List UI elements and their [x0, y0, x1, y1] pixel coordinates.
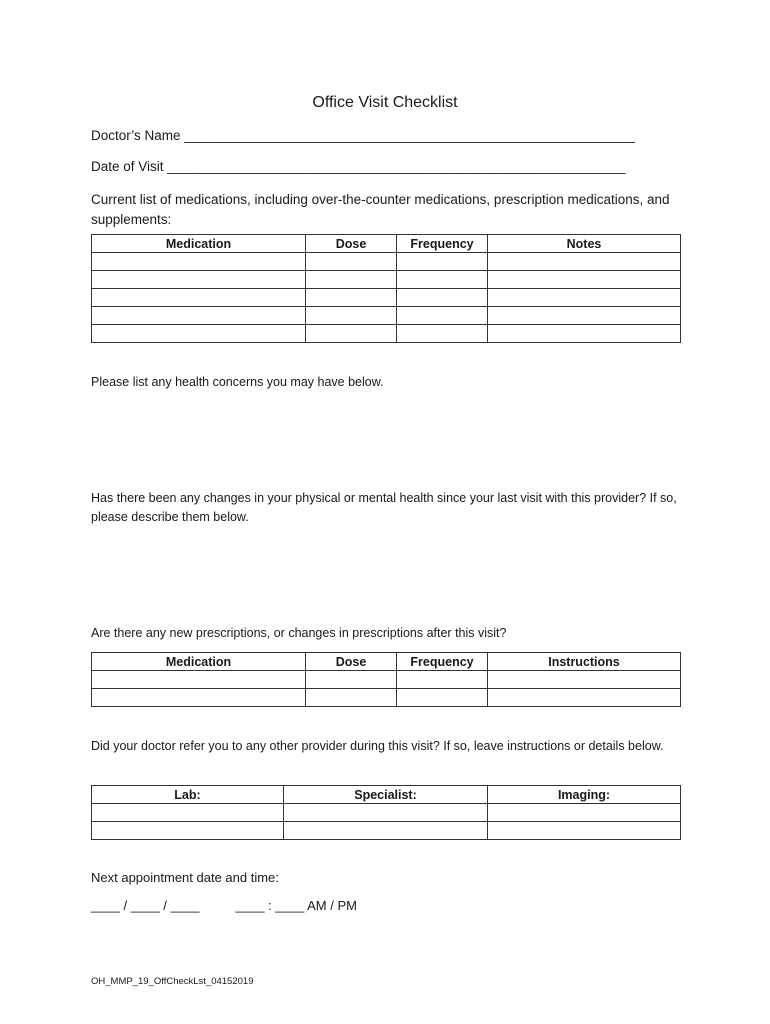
table-row — [92, 689, 681, 707]
next-appointment-prompt: Next appointment date and time: — [91, 870, 279, 885]
table-header-row — [92, 653, 681, 671]
table-cell[interactable] — [306, 253, 397, 271]
table-cell[interactable] — [488, 822, 681, 840]
table-row — [92, 804, 681, 822]
table-cell[interactable] — [92, 804, 284, 822]
table-cell[interactable] — [397, 689, 488, 707]
health-concerns-prompt: Please list any health concerns you may have below. — [91, 375, 384, 389]
table-cell[interactable] — [397, 325, 488, 343]
col-header-notes: Notes — [488, 235, 681, 253]
table-row — [92, 671, 681, 689]
table-cell[interactable] — [92, 271, 306, 289]
table-cell[interactable] — [397, 271, 488, 289]
table-header-row — [92, 786, 681, 804]
table-cell[interactable] — [488, 307, 681, 325]
col-header-dose: Dose — [306, 653, 397, 671]
health-changes-prompt: Has there been any changes in your physical or mental health since your last visit with this provider? If so, please describe them below. — [91, 491, 677, 524]
page-title: Office Visit Checklist — [312, 94, 458, 111]
new-prescriptions-prompt: Are there any new prescriptions, or changes in prescriptions after this visit? — [91, 626, 507, 640]
table-row — [92, 253, 681, 271]
table-cell[interactable] — [92, 289, 306, 307]
medications-prompt: Current list of medications, including over-the-counter medications, prescription medications, and supplements: — [91, 192, 670, 227]
table-cell[interactable] — [397, 289, 488, 307]
table-row — [92, 325, 681, 343]
table-cell[interactable] — [306, 289, 397, 307]
referral-prompt: Did your doctor refer you to any other provider during this visit? If so, leave instructions or details below. — [91, 739, 664, 753]
col-header-frequency: Frequency — [397, 235, 488, 253]
table-cell[interactable] — [397, 253, 488, 271]
doctors-name-field[interactable]: Doctor’s Name ____________________________________________________________ — [91, 128, 635, 143]
col-header-medication: Medication — [92, 653, 306, 671]
table-cell[interactable] — [306, 671, 397, 689]
table-cell[interactable] — [92, 822, 284, 840]
table-cell[interactable] — [306, 307, 397, 325]
date-of-visit-field[interactable]: Date of Visit _____________________________________________________________ — [91, 159, 626, 174]
table-cell[interactable] — [488, 804, 681, 822]
col-header-imaging: Imaging: — [488, 786, 681, 804]
col-header-specialist: Specialist: — [284, 786, 488, 804]
table-row — [92, 822, 681, 840]
table-cell[interactable] — [488, 671, 681, 689]
next-appointment-field[interactable]: ____ / ____ / ____ ____ : ____ AM / PM — [91, 898, 357, 913]
table-cell[interactable] — [284, 822, 488, 840]
table-cell[interactable] — [92, 325, 306, 343]
prescriptions-table — [91, 652, 681, 707]
col-header-lab: Lab: — [92, 786, 284, 804]
table-cell[interactable] — [92, 671, 306, 689]
table-cell[interactable] — [488, 689, 681, 707]
col-header-medication: Medication — [92, 235, 306, 253]
table-cell[interactable] — [397, 671, 488, 689]
referral-table — [91, 785, 681, 840]
table-row — [92, 307, 681, 325]
table-cell[interactable] — [488, 289, 681, 307]
table-row — [92, 271, 681, 289]
footer-form-code: OH_MMP_19_OffCheckLst_04152019 — [91, 976, 254, 987]
table-cell[interactable] — [488, 325, 681, 343]
table-cell[interactable] — [306, 689, 397, 707]
table-cell[interactable] — [92, 689, 306, 707]
col-header-instructions: Instructions — [488, 653, 681, 671]
table-header-row — [92, 235, 681, 253]
table-row — [92, 289, 681, 307]
table-cell[interactable] — [397, 307, 488, 325]
medications-table — [91, 234, 681, 343]
table-cell[interactable] — [306, 271, 397, 289]
col-header-frequency: Frequency — [397, 653, 488, 671]
table-cell[interactable] — [92, 253, 306, 271]
table-cell[interactable] — [306, 325, 397, 343]
table-cell[interactable] — [92, 307, 306, 325]
col-header-dose: Dose — [306, 235, 397, 253]
table-cell[interactable] — [488, 271, 681, 289]
table-cell[interactable] — [284, 804, 488, 822]
table-cell[interactable] — [488, 253, 681, 271]
